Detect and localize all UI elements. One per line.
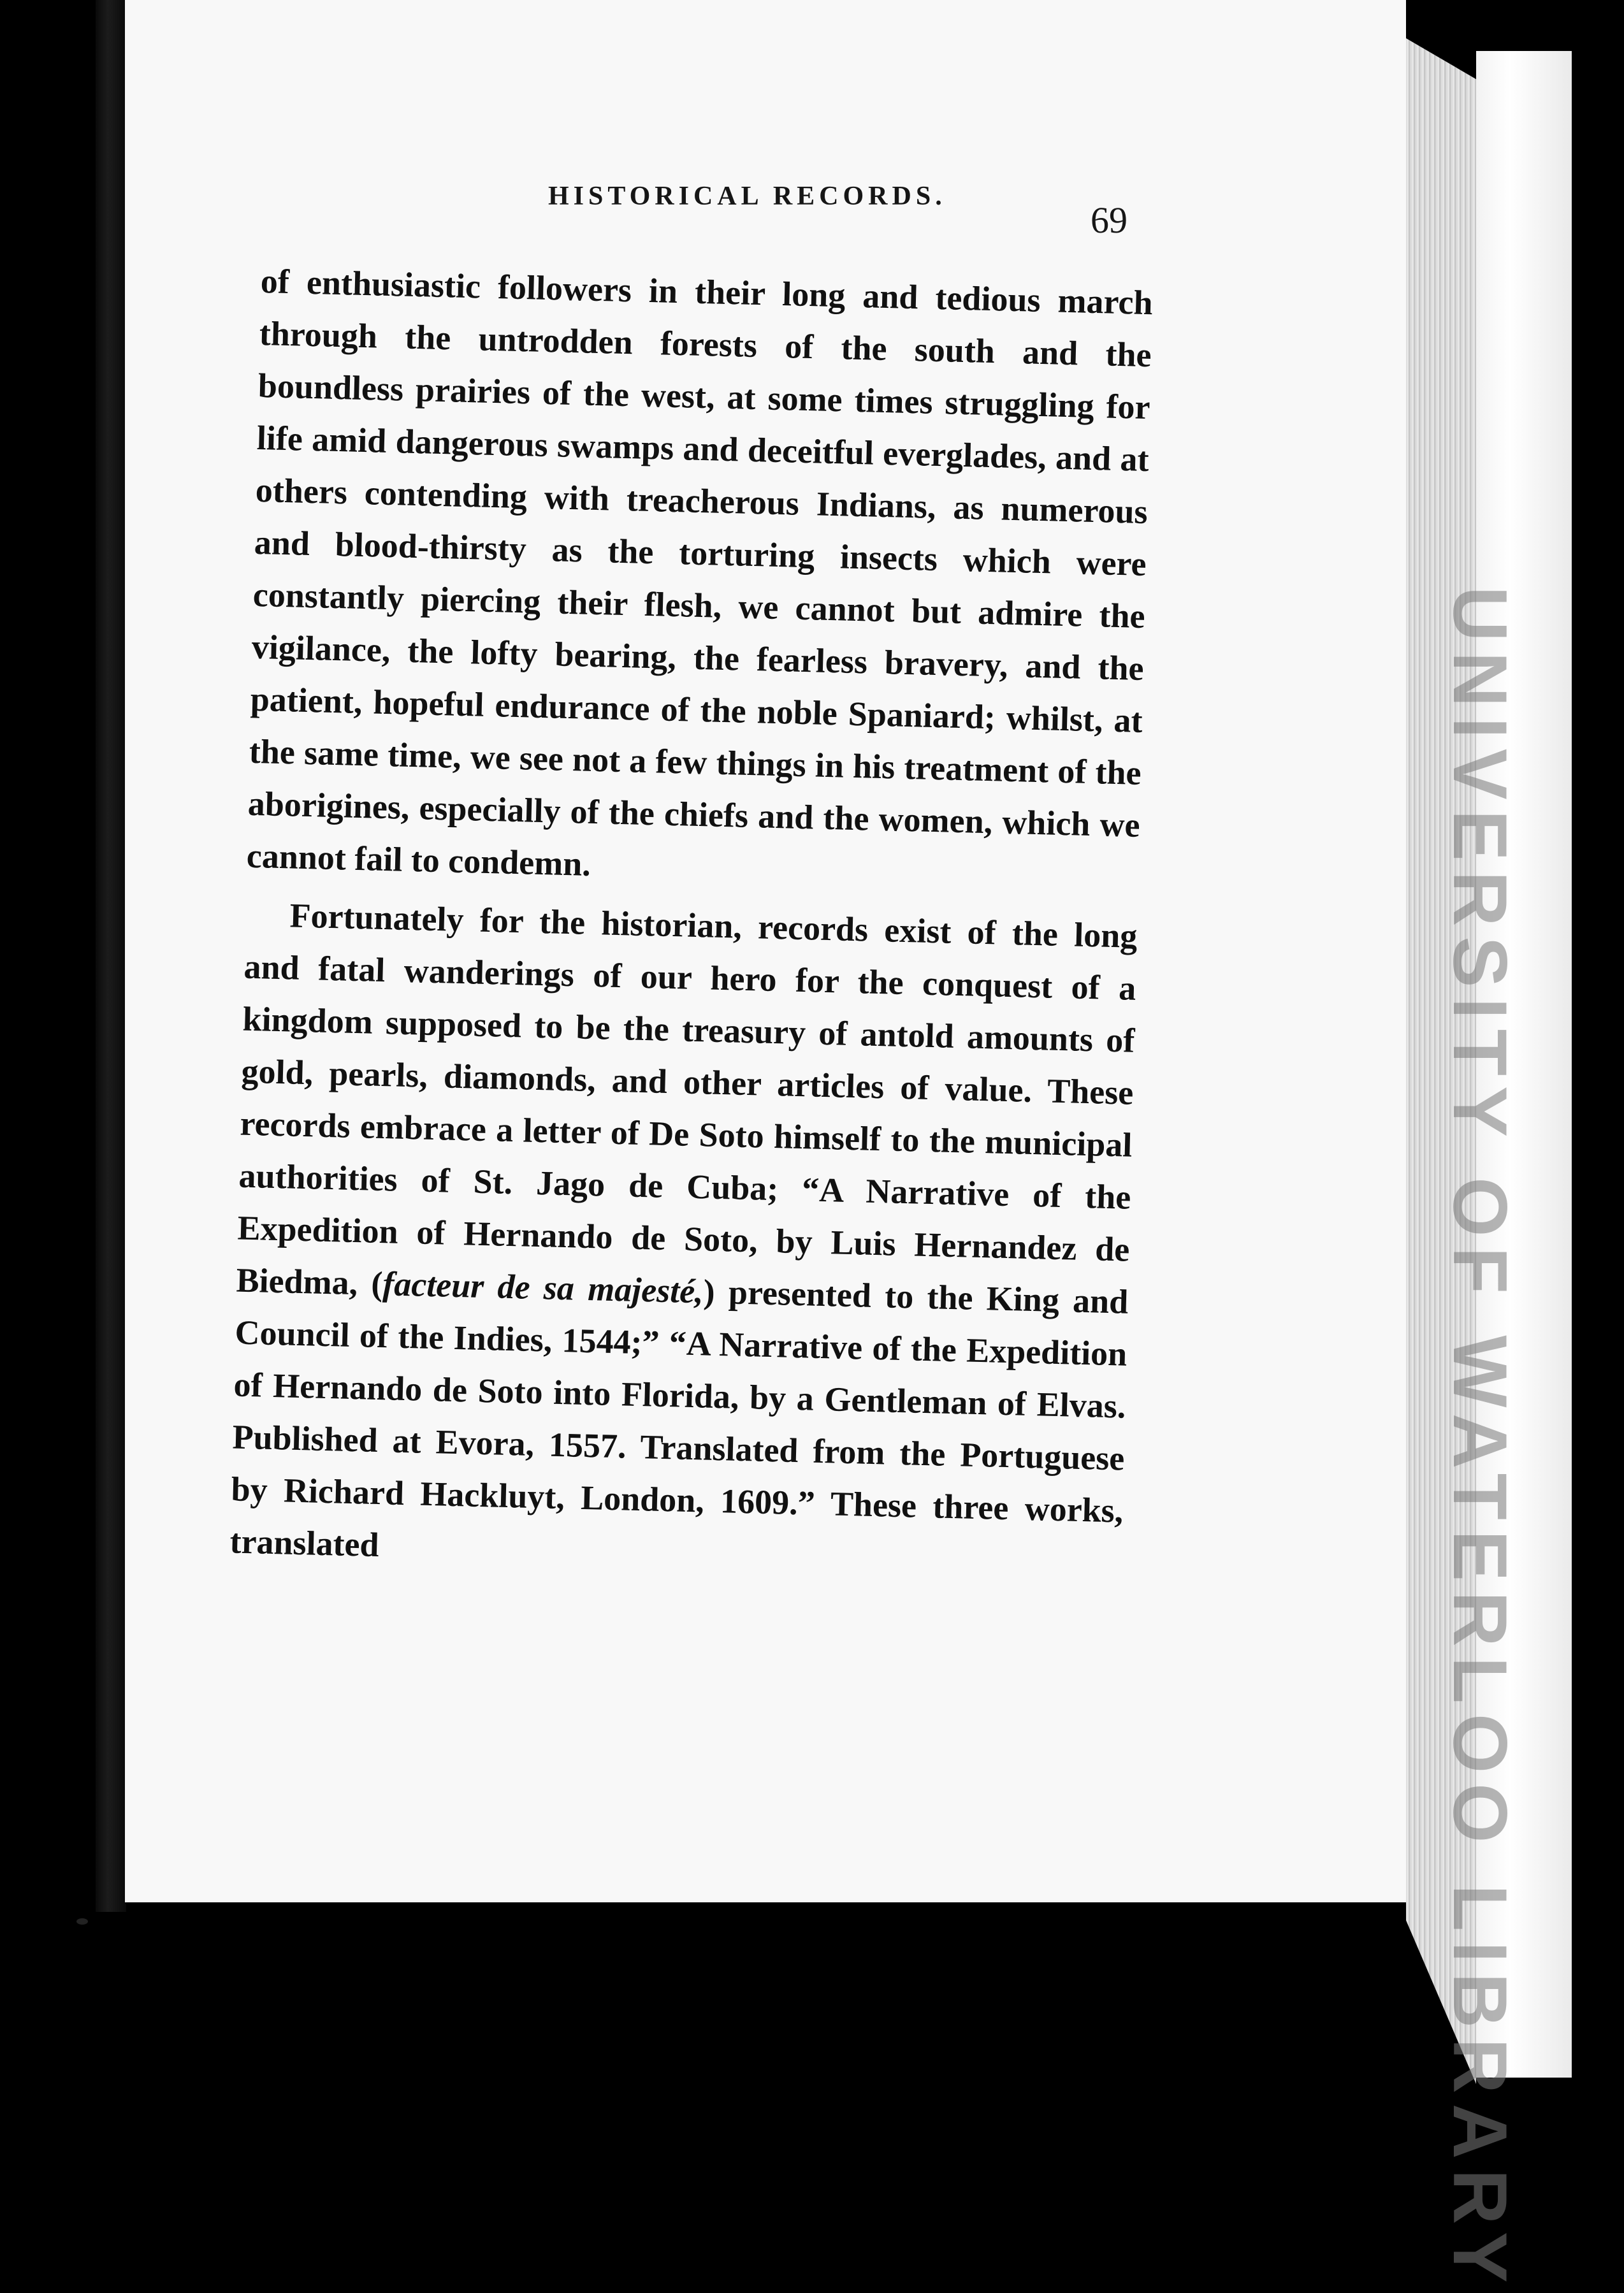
page-number: 69 bbox=[1091, 199, 1127, 241]
paragraph-2 bbox=[229, 888, 1138, 1589]
book-spine-gutter bbox=[96, 0, 126, 1912]
paragraph-2-start: Fortunately for the historian, records exist of the long and fatal wanderings of our hero for the conquest of a kingdom supposed to be the treasury of antold amounts of gold, pearls, diamonds, and other articles of value. These records embrace a letter of De Soto himself to the municipal authorities of St. Jago de Cuba; “A Narrative of the Expedition of Hernando de Soto, by Luis Hernandez de Biedma, ( bbox=[235, 896, 1138, 1303]
italic-phrase: facteur de sa majesté, bbox=[382, 1264, 704, 1311]
library-stamp: UNIVERSITY OF WATERLOO LIBRARY bbox=[1437, 586, 1523, 2293]
ink-speck-margin bbox=[76, 1918, 88, 1925]
body-text bbox=[229, 255, 1154, 1589]
paragraph-2-end: ) presented to the King and Council of the Indies, 1544;” “A Narrative of the Expedition of Hernando de Soto into Florida, by a Gentleman of Elvas. Published at Evora, 1557. Translated from the Portuguese by Richard Hackluyt, London, 1609.” These three works, translated bbox=[229, 1272, 1129, 1565]
paragraph-1: of enthusiastic followers in their long and tedious march through the untrodden forests of the south and the boundless prairies of the west, at some times struggling for life amid dangerous swamps and deceitful everglades, and at others contending with treacherous Indians, as numerous and blood-thirsty as the torturing insects which were constantly piercing their flesh, we cannot but admire the vigilance, the lofty bearing, the fearless bravery, and the patient, hopeful endurance of the noble Spaniard; whilst, at the same time, we see not a few things in his treatment of the aborigines, especially of the chiefs and the women, which we cannot fail to condemn. bbox=[246, 261, 1154, 883]
running-head: HISTORICAL RECORDS. bbox=[548, 182, 946, 211]
